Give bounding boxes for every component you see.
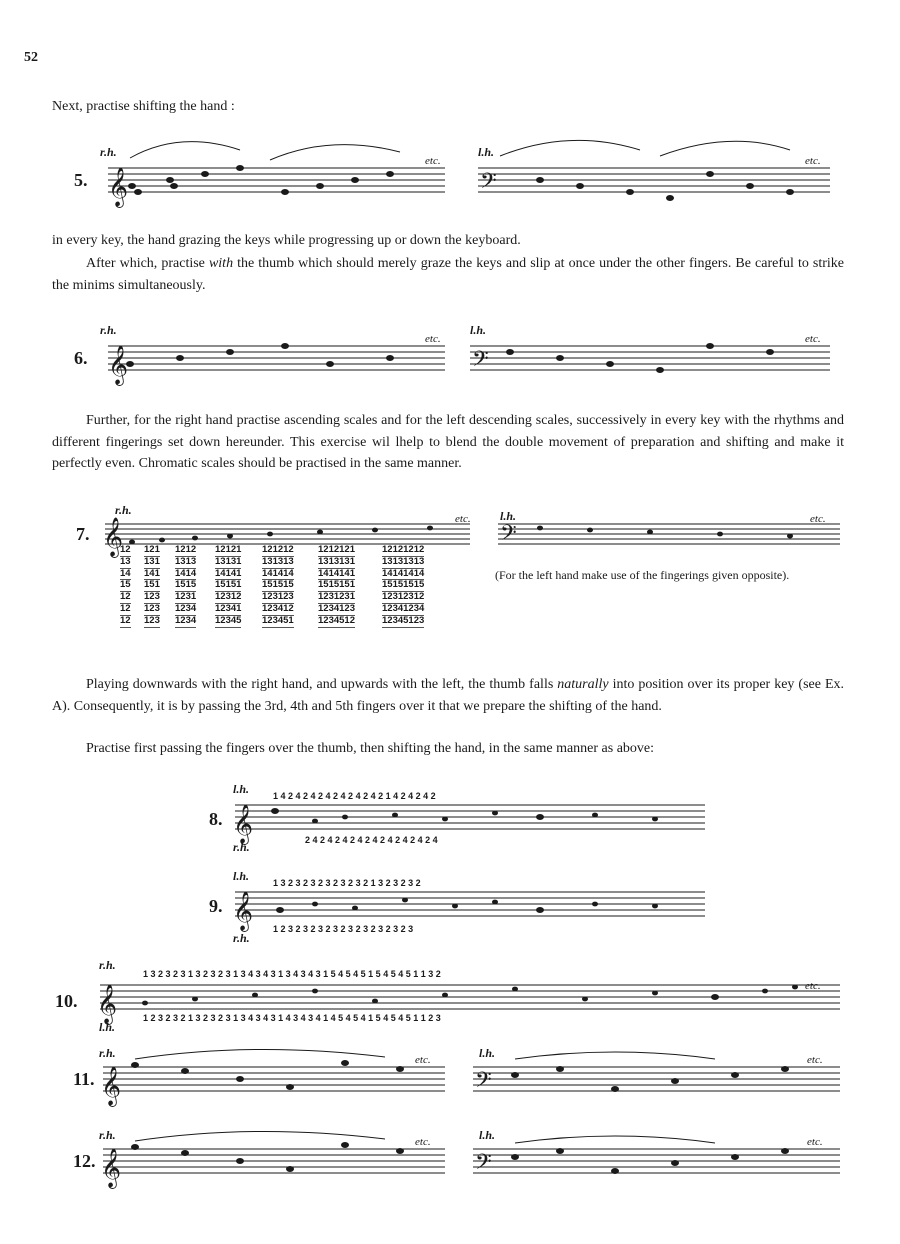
etc-label: etc. — [807, 1136, 823, 1148]
example-6-staff — [70, 300, 850, 400]
bass-clef: 𝄢 — [475, 1150, 492, 1180]
example-8-number: 8. — [209, 809, 223, 829]
treble-clef: 𝄞 — [101, 1148, 122, 1188]
rh-fingering: 1 2 3 2 3 2 3 2 3 2 3 2 3 2 3 2 3 2 3 — [273, 924, 414, 934]
example-7-staff — [70, 500, 850, 557]
example-10-staff — [55, 955, 845, 1035]
lh-fingering: 1 3 2 3 2 3 2 3 2 3 2 3 2 1 3 2 3 2 3 2 — [273, 878, 421, 888]
rh-label: r.h. — [100, 323, 117, 337]
paragraph-thumb-position: Playing downwards with the right hand, and upwards with the left, the thumb falls naturally into position over its proper key (see Ex. A). Consequently, it is by passing the 3rd, 4th and 5th fingers over it that we prepare the shifting of the hand. — [52, 677, 844, 714]
intro-text: Next, practise shifting the hand : — [52, 99, 235, 114]
paragraph-scales: Further, for the right hand practise ascending scales and for the left descending scales, successively in every key with the rhythms and different fingerings set down hereunder. This exercise wil lhelp to blend the double movement of preparation and shifting and make it perfectly even. Chromatic scales should be practised in the same manner. — [52, 413, 844, 471]
example-10-number: 10. — [55, 991, 78, 1011]
fingering-column: 12 13 14 15 12 12 12 — [120, 544, 131, 626]
example-9-staff — [195, 870, 715, 945]
example-5-number: 5. — [74, 170, 88, 190]
example-9-number: 9. — [209, 896, 223, 916]
lh-label: l.h. — [479, 1046, 496, 1060]
treble-clef: 𝄞 — [103, 517, 124, 557]
paragraph-after-5: in every key, the hand grazing the keys while progressing up or down the keyboard. — [52, 233, 521, 248]
paragraph-passing-fingers: Practise first passing the fingers over the thumb, then shifting the hand, in the same manner as above: — [86, 741, 655, 756]
lh-label: l.h. — [500, 509, 517, 523]
bass-clef: 𝄢 — [475, 1068, 492, 1098]
etc-label: etc. — [805, 333, 821, 345]
bass-clef: 𝄢 — [480, 169, 497, 199]
etc-label: etc. — [805, 155, 821, 167]
etc-label: etc. — [415, 1054, 431, 1066]
fingering-column: 1212121 1313131 1414141 1515151 1231231 1234123 1234512 — [318, 544, 355, 626]
example-7-number: 7. — [76, 524, 90, 544]
fingering-column: 12121212 13131313 14141414 15151515 12312312 12341234 12345123 — [382, 544, 425, 626]
fingering-column: 1212 1313 1414 1515 1231 1234 1234 — [175, 544, 197, 626]
example-8-staff — [195, 782, 715, 855]
example-6-number: 6. — [74, 348, 88, 368]
bass-clef: 𝄢 — [472, 347, 489, 377]
example-5-staff — [70, 120, 850, 220]
lh-label: l.h. — [478, 145, 495, 159]
rh-label: r.h. — [99, 1128, 116, 1142]
lh-fingering: 1 4 2 4 2 4 2 4 2 4 2 4 2 4 2 1 4 2 4 2 4 2 — [273, 791, 436, 801]
example-12-number: 12. — [73, 1151, 96, 1171]
example-7-note: (For the left hand make use of the fingerings given opposite). — [495, 568, 790, 582]
paragraph-thumb-graze: After which, practise with the thumb which should merely graze the keys and slip at once under the other fingers. Be careful to strike the minims simultaneously. — [52, 256, 844, 293]
lh-fingering: 1 2 3 2 3 2 1 3 2 3 2 3 1 3 4 3 4 3 1 4 3 4 3 4 1 4 5 4 5 4 1 5 4 5 4 5 1 1 2 3 — [143, 1013, 441, 1023]
treble-clef: 𝄞 — [108, 345, 129, 385]
lh-label: l.h. — [233, 869, 250, 883]
fingering-column: 12121 13131 14141 15151 12312 12341 12345 — [215, 544, 242, 626]
etc-label: etc. — [810, 513, 826, 525]
treble-clef: 𝄞 — [101, 1066, 122, 1106]
fingering-column: 121 131 141 151 123 123 123 — [144, 544, 160, 626]
example-12-staff — [55, 1125, 845, 1205]
rh-fingering: 1 3 2 3 2 3 1 3 2 3 2 3 1 3 4 3 4 3 1 3 4 3 4 3 1 5 4 5 4 5 1 5 4 5 4 5 1 1 3 2 — [143, 969, 441, 979]
rh-label: r.h. — [233, 840, 250, 854]
lh-label: l.h. — [99, 1020, 116, 1034]
treble-clef: 𝄞 — [108, 167, 129, 207]
lh-label: l.h. — [233, 782, 250, 796]
rh-fingering: 2 4 2 4 2 4 2 4 2 4 2 4 2 4 2 4 2 4 — [305, 835, 438, 845]
etc-label: etc. — [425, 155, 441, 167]
example-11-number: 11. — [73, 1069, 95, 1089]
page-number: 52 — [24, 50, 38, 65]
rh-label: r.h. — [115, 503, 132, 517]
etc-label: etc. — [455, 513, 471, 525]
treble-clef: 𝄞 — [97, 984, 118, 1024]
rh-label: r.h. — [99, 1046, 116, 1060]
rh-label: r.h. — [233, 931, 250, 945]
lh-label: l.h. — [470, 323, 487, 337]
treble-clef: 𝄞 — [233, 891, 254, 931]
etc-label: etc. — [807, 1054, 823, 1066]
fingering-column: 121212 131313 141414 151515 123123 123412 123451 — [262, 544, 294, 626]
etc-label: etc. — [805, 980, 821, 992]
lh-label: l.h. — [479, 1128, 496, 1142]
example-11-staff — [55, 1045, 845, 1120]
etc-label: etc. — [415, 1136, 431, 1148]
treble-clef: 𝄞 — [233, 804, 254, 844]
rh-label: r.h. — [100, 145, 117, 159]
etc-label: etc. — [425, 333, 441, 345]
rh-label: r.h. — [99, 958, 116, 972]
bass-clef: 𝄢 — [500, 521, 517, 551]
